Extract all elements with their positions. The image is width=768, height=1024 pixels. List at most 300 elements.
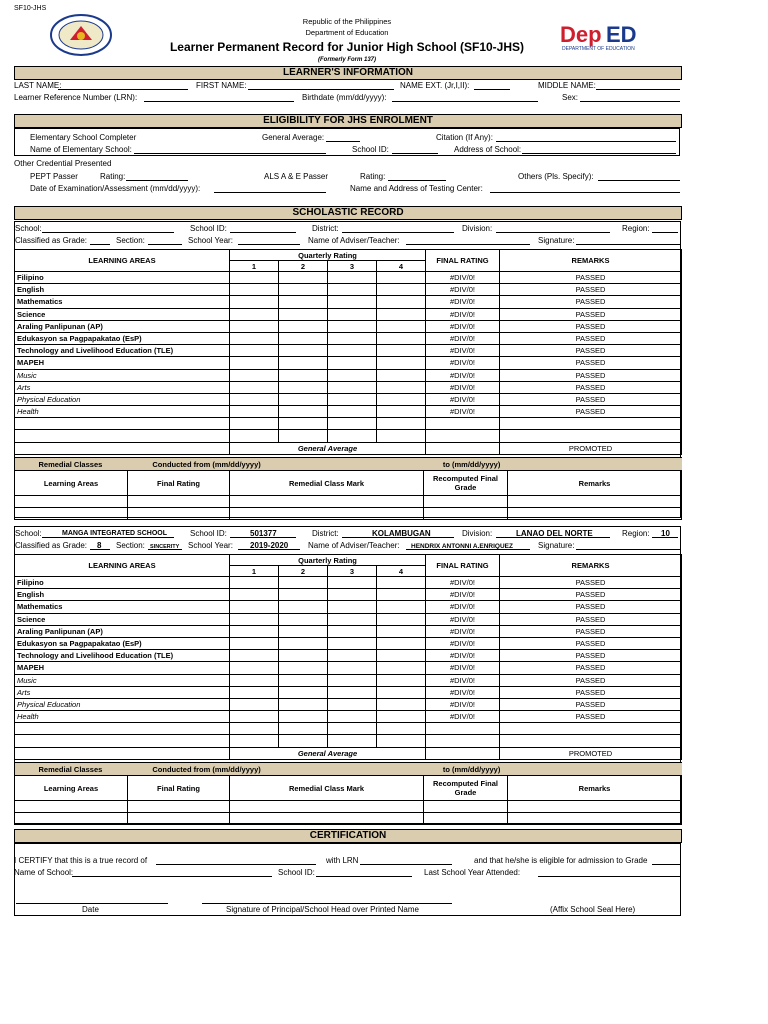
final-rating-cell: #DIV/0! (426, 589, 500, 601)
remarks-cell[interactable] (500, 735, 682, 747)
q4-cell[interactable] (377, 735, 426, 747)
division-label-2: Division: (462, 529, 493, 538)
eligible-label: and that he/she is eligible for admission to Grade (474, 856, 648, 865)
name-ext-field[interactable] (474, 89, 510, 90)
q3-cell[interactable] (328, 272, 377, 284)
cert-school-name-field[interactable] (72, 876, 272, 877)
rem-remarks-header-1: Remarks (508, 471, 682, 496)
q1-cell[interactable] (230, 381, 279, 393)
middle-name-field[interactable] (596, 89, 680, 90)
remarks-cell: PASSED (500, 296, 682, 308)
conducted-from-label-1: Conducted from (mm/dd/yyyy) (152, 459, 261, 469)
q2-cell[interactable] (279, 698, 328, 710)
citation-label: Citation (If Any): (436, 133, 493, 142)
division-value-2: LANAO DEL NORTE (516, 529, 593, 538)
sex-field[interactable] (580, 101, 680, 102)
pept-rating-field[interactable] (126, 180, 188, 181)
school-id-field-1[interactable] (230, 232, 296, 233)
adviser-field-1[interactable] (406, 244, 530, 245)
rem-cell[interactable] (128, 496, 230, 508)
table-row (15, 308, 682, 320)
q4-cell[interactable] (377, 296, 426, 308)
q4-cell[interactable] (377, 393, 426, 405)
school-address-label: Address of School: (454, 145, 522, 154)
section-label-1: Section: (116, 236, 145, 245)
svg-text:DEPARTMENT OF EDUCATION: DEPARTMENT OF EDUCATION (562, 46, 635, 52)
rem-cell[interactable] (424, 801, 508, 813)
final-rating-cell[interactable] (426, 723, 500, 735)
q2-header: 2 (279, 566, 328, 577)
final-rating-cell: #DIV/0! (426, 332, 500, 344)
q4-cell[interactable] (377, 345, 426, 357)
last-school-year-field[interactable] (538, 876, 680, 877)
birthdate-field[interactable] (392, 101, 538, 102)
q3-cell[interactable] (328, 320, 377, 332)
q4-cell[interactable] (377, 686, 426, 698)
gen-avg-field[interactable] (326, 141, 360, 142)
table-row (15, 723, 682, 735)
q4-cell[interactable] (377, 320, 426, 332)
q1-header: 1 (230, 566, 279, 577)
remedial-classes-label-2: Remedial Classes (38, 764, 103, 774)
sex-label: Sex: (562, 93, 579, 102)
final-rating-cell: #DIV/0! (426, 357, 500, 369)
q2-cell[interactable] (279, 711, 328, 723)
q2-cell[interactable] (279, 589, 328, 601)
q2-cell[interactable] (279, 381, 328, 393)
subject-name: Physical Education (15, 698, 230, 710)
general-average-label: General Average (230, 442, 426, 454)
q1-cell[interactable] (230, 406, 279, 418)
q3-cell[interactable] (328, 357, 377, 369)
subject-name: Physical Education (15, 393, 230, 405)
remarks-cell: PASSED (500, 308, 682, 320)
remarks-cell: PASSED (500, 577, 682, 589)
final-rating-header: FINAL RATING (426, 555, 500, 577)
table-row (15, 284, 682, 296)
rem-cell[interactable] (15, 801, 128, 813)
rem-remarks-header-2: Remarks (508, 776, 682, 801)
q3-cell[interactable] (328, 418, 377, 430)
q2-cell[interactable] (279, 406, 328, 418)
rem-cell[interactable] (230, 496, 424, 508)
grade-field-1[interactable] (90, 244, 110, 245)
q4-header: 4 (377, 566, 426, 577)
cert-school-id-field[interactable] (316, 876, 412, 877)
remarks-cell: PASSED (500, 406, 682, 418)
q1-cell[interactable] (230, 650, 279, 662)
general-average-cell[interactable] (426, 442, 500, 454)
remarks-cell: PASSED (500, 332, 682, 344)
q1-cell[interactable] (230, 613, 279, 625)
q3-cell[interactable] (328, 674, 377, 686)
table-row (15, 613, 682, 625)
general-average-remarks: PROMOTED (500, 747, 682, 759)
q3-cell[interactable] (328, 589, 377, 601)
table-row (15, 430, 682, 442)
q2-cell[interactable] (279, 296, 328, 308)
school-year-field-1[interactable] (238, 244, 300, 245)
elem-school-id-field[interactable] (392, 153, 438, 154)
q3-cell[interactable] (328, 308, 377, 320)
q2-cell[interactable] (279, 308, 328, 320)
exam-date-field[interactable] (214, 192, 326, 193)
q3-cell[interactable] (328, 381, 377, 393)
rem-cell[interactable] (15, 508, 128, 520)
citation-field[interactable] (496, 141, 676, 142)
table-row (15, 674, 682, 686)
school-value-2: MANGA INTEGRATED SCHOOL (62, 530, 167, 537)
rem-cell[interactable] (230, 813, 424, 825)
remarks-header: REMARKS (500, 555, 682, 577)
q1-cell[interactable] (230, 637, 279, 649)
general-average-cell[interactable] (426, 747, 500, 759)
elem-school-name-field[interactable] (134, 153, 326, 154)
subject-name: Technology and Livelihood Education (TLE) (15, 650, 230, 662)
q1-cell[interactable] (230, 662, 279, 674)
q2-cell[interactable] (279, 686, 328, 698)
q4-cell[interactable] (377, 369, 426, 381)
q4-cell[interactable] (377, 430, 426, 442)
subject-name: English (15, 589, 230, 601)
with-lrn-label: with LRN (326, 856, 359, 865)
table-row (15, 418, 682, 430)
q4-cell[interactable] (377, 625, 426, 637)
subject-name: Music (15, 674, 230, 686)
q3-cell[interactable] (328, 406, 377, 418)
final-rating-header: FINAL RATING (426, 250, 500, 272)
scholastic-header: SCHOLASTIC RECORD (14, 206, 682, 220)
remarks-cell: PASSED (500, 601, 682, 613)
certify-lrn-field[interactable] (360, 864, 452, 865)
final-rating-cell: #DIV/0! (426, 272, 500, 284)
q1-cell[interactable] (230, 625, 279, 637)
remarks-cell: PASSED (500, 369, 682, 381)
table-row (15, 625, 682, 637)
final-rating-cell: #DIV/0! (426, 698, 500, 710)
q1-cell[interactable] (230, 723, 279, 735)
conducted-from-label-2: Conducted from (mm/dd/yyyy) (152, 764, 261, 774)
first-name-field[interactable] (248, 89, 394, 90)
q3-cell[interactable] (328, 662, 377, 674)
subject-name: Technology and Livelihood Education (TLE) (15, 345, 230, 357)
q2-cell[interactable] (279, 332, 328, 344)
others-field[interactable] (598, 180, 680, 181)
signature-field-2[interactable] (576, 549, 680, 550)
subject-name[interactable] (15, 723, 230, 735)
final-rating-cell: #DIV/0! (426, 674, 500, 686)
final-rating-cell[interactable] (426, 430, 500, 442)
subject-name: Mathematics (15, 296, 230, 308)
q2-cell[interactable] (279, 369, 328, 381)
rem-cell[interactable] (230, 508, 424, 520)
rem-cell[interactable] (508, 508, 682, 520)
table-row (15, 381, 682, 393)
form-code: SF10-JHS (14, 5, 47, 12)
rem-cell[interactable] (508, 813, 682, 825)
table-row (15, 662, 682, 674)
rem-cell[interactable] (424, 508, 508, 520)
q3-cell[interactable] (328, 332, 377, 344)
school-id-value-2: 501377 (250, 529, 277, 538)
q3-cell[interactable] (328, 393, 377, 405)
table-row (15, 393, 682, 405)
q1-cell[interactable] (230, 418, 279, 430)
table-row (15, 637, 682, 649)
lrn-field[interactable] (144, 101, 294, 102)
q4-cell[interactable] (377, 357, 426, 369)
final-rating-cell: #DIV/0! (426, 711, 500, 723)
remarks-header: REMARKS (500, 250, 682, 272)
table-row (15, 698, 682, 710)
subject-name: MAPEH (15, 662, 230, 674)
final-rating-cell: #DIV/0! (426, 613, 500, 625)
rem-cell[interactable] (15, 813, 128, 825)
q4-cell[interactable] (377, 601, 426, 613)
table-row (15, 735, 682, 747)
remarks-cell: PASSED (500, 320, 682, 332)
rem-cell[interactable] (508, 801, 682, 813)
q4-cell[interactable] (377, 332, 426, 344)
final-rating-cell: #DIV/0! (426, 381, 500, 393)
table-row (15, 406, 682, 418)
q1-cell[interactable] (230, 430, 279, 442)
final-rating-cell: #DIV/0! (426, 662, 500, 674)
q1-cell[interactable] (230, 296, 279, 308)
q4-cell[interactable] (377, 723, 426, 735)
q4-cell[interactable] (377, 589, 426, 601)
q1-cell[interactable] (230, 284, 279, 296)
q4-cell[interactable] (377, 637, 426, 649)
q4-cell[interactable] (377, 711, 426, 723)
remedial-table-1 (14, 457, 682, 520)
q1-cell[interactable] (230, 577, 279, 589)
q3-cell[interactable] (328, 625, 377, 637)
q3-cell[interactable] (328, 369, 377, 381)
classified-label-2: Classified as Grade: (15, 541, 88, 550)
als-label: ALS A & E Passer (264, 172, 329, 181)
q2-cell[interactable] (279, 625, 328, 637)
q1-cell[interactable] (230, 698, 279, 710)
subject-name: Science (15, 613, 230, 625)
q1-cell[interactable] (230, 369, 279, 381)
q3-cell[interactable] (328, 650, 377, 662)
q3-cell[interactable] (328, 296, 377, 308)
pept-label: PEPT Passer (30, 172, 78, 181)
rem-cell[interactable] (230, 801, 424, 813)
q4-cell[interactable] (377, 418, 426, 430)
q2-cell[interactable] (279, 272, 328, 284)
division-field-1[interactable] (496, 232, 610, 233)
q1-cell[interactable] (230, 357, 279, 369)
district-field-1[interactable] (342, 232, 454, 233)
subject-name[interactable] (15, 735, 230, 747)
signature-field-1[interactable] (576, 244, 680, 245)
q2-cell[interactable] (279, 418, 328, 430)
q3-cell[interactable] (328, 430, 377, 442)
cert-school-id-label: School ID: (278, 868, 315, 877)
q3-cell[interactable] (328, 711, 377, 723)
q2-cell[interactable] (279, 284, 328, 296)
section-label-2: Section: (116, 541, 145, 550)
date-line[interactable] (16, 903, 168, 904)
q3-cell[interactable] (328, 735, 377, 747)
last-name-field[interactable] (58, 89, 188, 90)
subject-name: Health (15, 711, 230, 723)
q2-cell[interactable] (279, 320, 328, 332)
final-rating-cell: #DIV/0! (426, 406, 500, 418)
page-title: Learner Permanent Record for Junior High School (SF10-JHS) (169, 40, 525, 54)
table-row (15, 650, 682, 662)
department-label: Department of Education (305, 28, 389, 37)
q2-cell[interactable] (279, 637, 328, 649)
q1-header: 1 (230, 261, 279, 272)
subject-name[interactable] (15, 430, 230, 442)
q1-cell[interactable] (230, 674, 279, 686)
q2-cell[interactable] (279, 430, 328, 442)
school-id-label-2: School ID: (190, 529, 227, 538)
rem-cell[interactable] (424, 496, 508, 508)
q4-cell[interactable] (377, 674, 426, 686)
table-row (15, 296, 682, 308)
remarks-cell: PASSED (500, 393, 682, 405)
q1-cell[interactable] (230, 320, 279, 332)
principal-signature-line[interactable] (202, 903, 452, 904)
quarterly-rating-header: Quarterly Rating (230, 250, 426, 261)
rem-cell[interactable] (128, 813, 230, 825)
q1-cell[interactable] (230, 332, 279, 344)
q1-cell[interactable] (230, 393, 279, 405)
table-row (15, 577, 682, 589)
q2-cell[interactable] (279, 577, 328, 589)
section-value-2: SINCERITY (150, 544, 180, 550)
q4-header: 4 (377, 261, 426, 272)
region-field-1[interactable] (652, 232, 678, 233)
final-rating-cell: #DIV/0! (426, 345, 500, 357)
q4-cell[interactable] (377, 284, 426, 296)
testing-center-field[interactable] (490, 192, 680, 193)
q2-cell[interactable] (279, 723, 328, 735)
q2-cell[interactable] (279, 613, 328, 625)
q3-cell[interactable] (328, 686, 377, 698)
table-row (15, 320, 682, 332)
q1-cell[interactable] (230, 711, 279, 723)
subject-name[interactable] (15, 418, 230, 430)
q2-cell[interactable] (279, 662, 328, 674)
q1-cell[interactable] (230, 735, 279, 747)
remarks-cell: PASSED (500, 613, 682, 625)
q1-cell[interactable] (230, 308, 279, 320)
rem-cell[interactable] (15, 496, 128, 508)
quarterly-rating-header: Quarterly Rating (230, 555, 426, 566)
subject-name: Music (15, 369, 230, 381)
remarks-cell: PASSED (500, 711, 682, 723)
remarks-cell[interactable] (500, 723, 682, 735)
final-rating-cell[interactable] (426, 418, 500, 430)
q4-cell[interactable] (377, 662, 426, 674)
final-rating-cell: #DIV/0! (426, 577, 500, 589)
others-label: Others (Pls. Specify): (518, 172, 594, 181)
q2-cell[interactable] (279, 393, 328, 405)
q4-cell[interactable] (377, 577, 426, 589)
q3-cell[interactable] (328, 345, 377, 357)
subject-name: Filipino (15, 577, 230, 589)
remedial-classes-label-1: Remedial Classes (38, 459, 103, 469)
als-rating-field[interactable] (388, 180, 446, 181)
section-field-1[interactable] (148, 244, 182, 245)
rem-cell[interactable] (128, 508, 230, 520)
subject-name: Araling Panlipunan (AP) (15, 625, 230, 637)
rem-cell[interactable] (508, 496, 682, 508)
final-rating-cell: #DIV/0! (426, 320, 500, 332)
q2-cell[interactable] (279, 650, 328, 662)
school-address-field[interactable] (522, 153, 676, 154)
remarks-cell[interactable] (500, 418, 682, 430)
school-field-1[interactable] (42, 232, 174, 233)
q1-cell[interactable] (230, 601, 279, 613)
q3-cell[interactable] (328, 723, 377, 735)
q4-cell[interactable] (377, 381, 426, 393)
q3-cell[interactable] (328, 601, 377, 613)
q3-cell[interactable] (328, 698, 377, 710)
q3-cell[interactable] (328, 284, 377, 296)
q3-cell[interactable] (328, 577, 377, 589)
q1-cell[interactable] (230, 272, 279, 284)
final-rating-cell: #DIV/0! (426, 308, 500, 320)
q2-cell[interactable] (279, 674, 328, 686)
remarks-cell: PASSED (500, 686, 682, 698)
exam-date-label: Date of Examination/Assessment (mm/dd/yyyy): (30, 184, 201, 193)
general-average-label: General Average (230, 747, 426, 759)
q4-cell[interactable] (377, 406, 426, 418)
q4-cell[interactable] (377, 613, 426, 625)
final-rating-cell: #DIV/0! (426, 650, 500, 662)
q3-cell[interactable] (328, 613, 377, 625)
q2-cell[interactable] (279, 601, 328, 613)
q2-cell[interactable] (279, 357, 328, 369)
remarks-cell: PASSED (500, 589, 682, 601)
elem-completer-label: Elementary School Completer (30, 133, 137, 142)
subject-name: Arts (15, 686, 230, 698)
rem-cell[interactable] (424, 813, 508, 825)
eligible-grade-field[interactable] (652, 864, 680, 865)
q2-cell[interactable] (279, 345, 328, 357)
remarks-cell[interactable] (500, 430, 682, 442)
remarks-cell: PASSED (500, 357, 682, 369)
q4-cell[interactable] (377, 272, 426, 284)
q1-cell[interactable] (230, 345, 279, 357)
principal-signature-label: Signature of Principal/School Head over Printed Name (226, 905, 419, 914)
region-value-2: 10 (661, 529, 670, 538)
q3-cell[interactable] (328, 637, 377, 649)
q1-cell[interactable] (230, 686, 279, 698)
rem-cell[interactable] (128, 801, 230, 813)
q2-cell[interactable] (279, 735, 328, 747)
q1-cell[interactable] (230, 589, 279, 601)
final-rating-cell[interactable] (426, 735, 500, 747)
general-average-row (15, 442, 682, 454)
certify-name-field[interactable] (156, 864, 316, 865)
final-rating-cell: #DIV/0! (426, 284, 500, 296)
q4-cell[interactable] (377, 698, 426, 710)
subject-name: English (15, 284, 230, 296)
district-label-1: District: (312, 224, 339, 233)
q4-cell[interactable] (377, 308, 426, 320)
table-row (15, 711, 682, 723)
q4-cell[interactable] (377, 650, 426, 662)
rem-class-mark-header-1: Remedial Class Mark (230, 471, 424, 496)
final-rating-cell: #DIV/0! (426, 686, 500, 698)
